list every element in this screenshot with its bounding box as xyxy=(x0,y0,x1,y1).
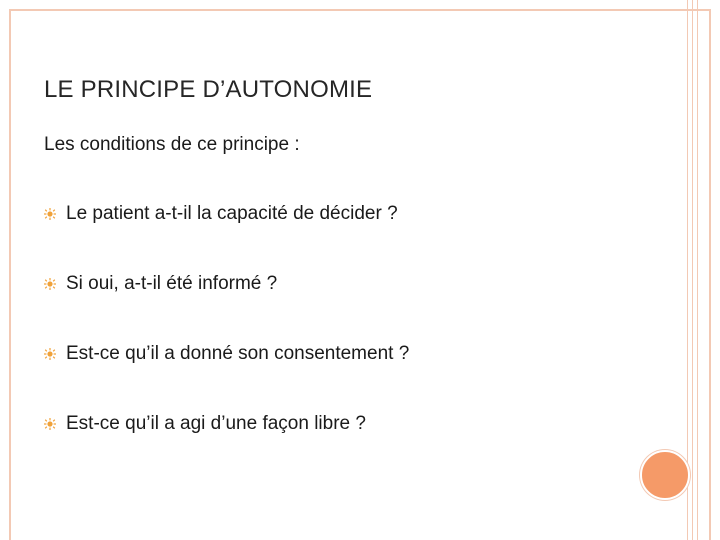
bullet-item xyxy=(44,335,409,373)
slide-title: LE PRINCIPE D’AUTONOMIE xyxy=(44,76,373,103)
bullet-text: Est-ce qu’il a donné son consentement ? xyxy=(66,343,410,364)
decorative-line xyxy=(692,0,693,540)
bullet-text: Si oui, a-t-il été informé ? xyxy=(66,273,278,294)
sun-bullet-icon xyxy=(44,278,56,290)
bullet-item xyxy=(44,195,409,233)
bullet-item xyxy=(44,405,409,443)
decorative-circle xyxy=(640,450,690,500)
decorative-line xyxy=(697,0,698,540)
bullet-text: Est-ce qu’il a agi d’une façon libre ? xyxy=(66,413,366,434)
bullet-item xyxy=(44,265,409,303)
slide-subtitle: Les conditions de ce principe : xyxy=(44,134,300,155)
sun-bullet-icon xyxy=(44,418,56,430)
decorative-line xyxy=(687,0,688,540)
bullet-text: Le patient a-t-il la capacité de décider ? xyxy=(66,203,398,224)
bullet-list xyxy=(44,195,409,475)
sun-bullet-icon xyxy=(44,208,56,220)
sun-bullet-icon xyxy=(44,348,56,360)
